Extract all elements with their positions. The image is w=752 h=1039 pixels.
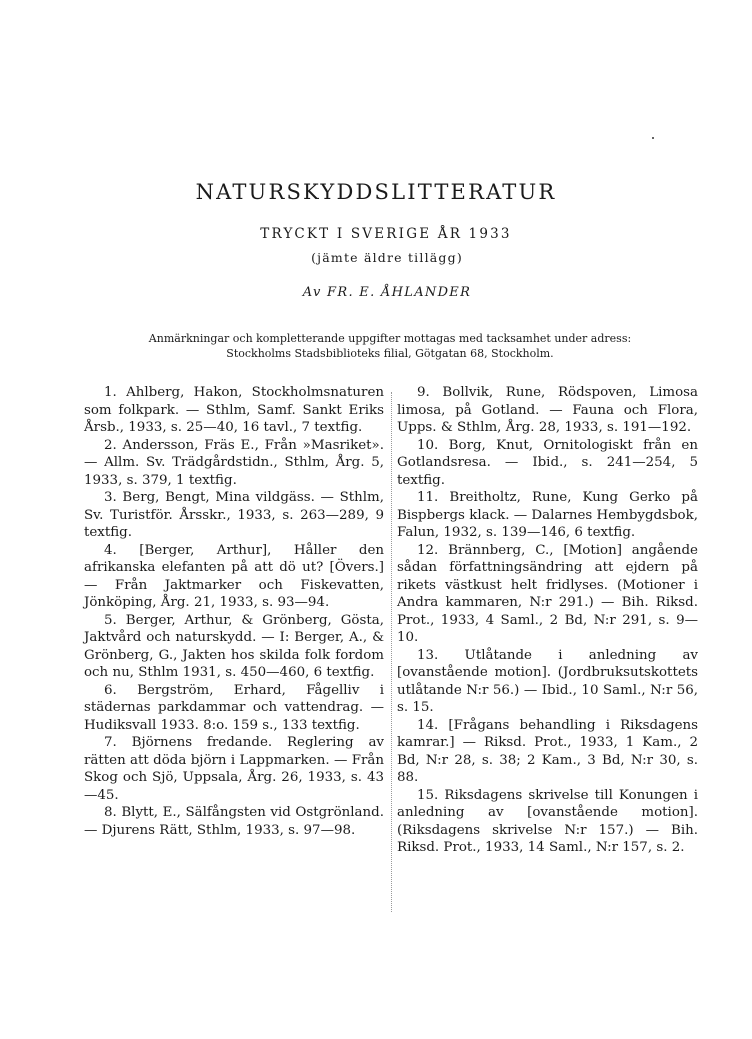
page-subtitle: TRYCKT I SVERIGE ÅR 1933 (260, 226, 512, 242)
bibliography-entry: 6. Bergström, Erhard, Fågelliv i städernas parkdammar och vattendrag. — Hudiksvall 1933. 8:o. 159 s., 133 textfig. (84, 682, 384, 733)
bibliography-entry: 10. Borg, Knut, Ornitologiskt från en Gotlandsresa. — Ibid., s. 241—254, 5 textfig. (397, 437, 698, 488)
bibliography-entry: 15. Riksdagens skrivelse till Konungen i anledning av [ovanstående motion]. (Riksdagens skrivelse N:r 157.) — Bih. Riksd. Prot., 1933, 14 Saml., N:r 157, s. 2. (397, 787, 698, 855)
bibliography-entry: 13. Utlåtande i anledning av [ovanstående motion]. (Jordbruksutskottets utlåtande N:r 56.) — Ibid., 10 Saml., N:r 56, s. 15. (397, 647, 698, 715)
bibliography-entry: 8. Blytt, E., Sälfångsten vid Ostgrönland. — Djurens Rätt, Sthlm, 1933, s. 97—98. (84, 805, 384, 838)
bibliography-entry: 14. [Frågans behandling i Riksdagens kamrar.] — Riksd. Prot., 1933, 1 Kam., 2 Bd, N:r 28, s. 38; 2 Kam., 3 Bd, N:r 30, s. 88. (397, 717, 698, 785)
bibliography-entry: 2. Andersson, Fräs E., Från »Masriket». — Allm. Sv. Trädgårdstidn., Sthlm, Årg. 5, 1933, s. 379, 1 textfig. (84, 437, 384, 488)
address-note (110, 331, 670, 361)
bibliography-entry: 9. Bollvik, Rune, Rödspoven, Limosa limosa, på Gotland. — Fauna och Flora, Upps. & Sthlm, Årg. 28, 1933, s. 191—192. (397, 385, 698, 435)
page-title: NATURSKYDDSLITTERATUR (195, 180, 557, 204)
bibliography-entry: 1. Ahlberg, Hakon, Stockholmsnaturen som folkpark. — Sthlm, Samf. Sankt Eriks Årsb., 1933, s. 25—40, 16 tavl., 7 textfig. (84, 385, 384, 435)
bibliography-entry: 4. [Berger, Arthur], Håller den afrikanska elefanten på att dö ut? [Övers.] — Från Jaktmarker och Fiskevatten, Jönköping, Årg. 21, 1933, s. 93—94. (84, 542, 384, 610)
column-divider (391, 392, 392, 912)
bibliography-entry: 12. Brännberg, C., [Motion] angående sådan författningsändring att ejdern på rikets västkust helt fridlyses. (Motioner i Andra kammaren, N:r 291.) — Bih. Riksd. Prot., 1933, 4 Saml., 2 Bd, N:r 291, s. 9—10. (397, 542, 698, 645)
page-subtitle-note: (jämte äldre tillägg) (311, 250, 463, 265)
address-note-line-1: Anmärkningar och kompletterande uppgifter mottagas med tacksamhet under adress: (148, 332, 632, 345)
left-column (84, 384, 384, 839)
right-column (397, 384, 698, 857)
bibliography-entry: 3. Berg, Bengt, Mina vildgäss. — Sthlm, Sv. Turistför. Årsskr., 1933, s. 263—289, 9 textfig. (84, 490, 384, 540)
paper-speck (652, 137, 654, 139)
bibliography-entry: 5. Berger, Arthur, & Grönberg, Gösta, Jaktvård och naturskydd. — I: Berger, A., & Grönberg, G., Jakten hos skilda folk fordom och nu, Sthlm 1931, s. 450—460, 6 textfig. (84, 612, 384, 680)
author-line: Av FR. E. ÅHLANDER (302, 285, 472, 300)
bibliography-entry: 7. Björnens fredande. Reglering av rätten att döda björn i Lappmarken. — Från Skog och Sjö, Uppsala, Årg. 26, 1933, s. 43—45. (84, 735, 384, 803)
bibliography-entry: 11. Breitholtz, Rune, Kung Gerko på Bispbergs klack. — Dalarnes Hembygdsbok, Falun, 1932, s. 139—146, 6 textfig. (397, 490, 698, 540)
address-note-line-2: Stockholms Stadsbiblioteks filial, Götgatan 68, Stockholm. (226, 347, 554, 360)
